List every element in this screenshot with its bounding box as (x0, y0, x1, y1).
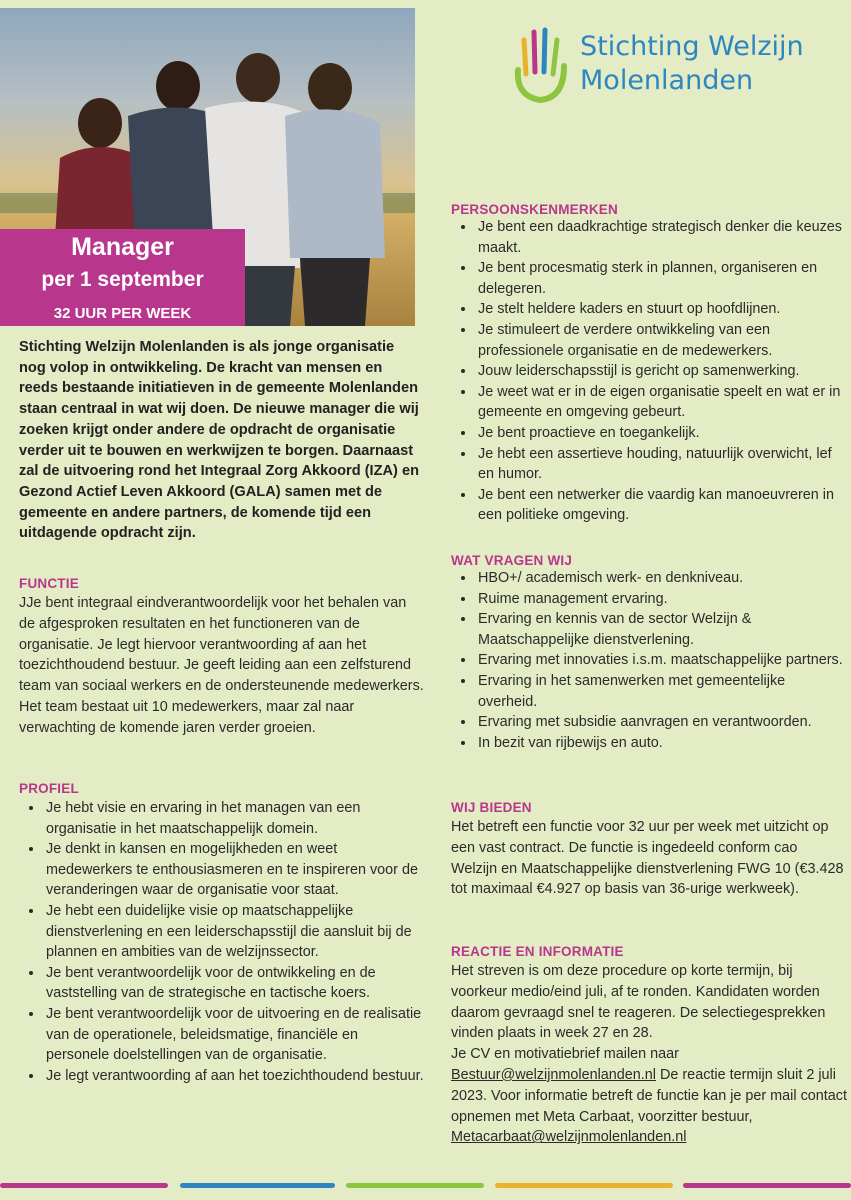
email-bestuur-link[interactable]: Bestuur@welzijnmolenlanden.nl (451, 1066, 656, 1083)
list-item: • Jouw leiderschapsstijl is gericht op samenwerking. (476, 361, 846, 382)
functie-text: JJe bent integraal eindverantwoordelijk voor het behalen van de afgesproken resultaten en het functioneren van de organisatie. Je legt hiervoor verantwoording af aan het toezichthoudend bestuur. Je geeft leiding aan een zelfsturend team van sociaal werkers en de ondersteunende medewerkers. Het team bestaat uit 10 medewerkers, maar zal naar verwachting de komende jaren verder groeien. (19, 595, 424, 736)
organization-logo (512, 26, 832, 106)
list-item: • Je bent verantwoordelijk voor de uitvoering en de realisatie van de operationele, beleidsmatige, financiële en personele doelstellingen van de organisatie. (44, 1004, 424, 1066)
section-wat-vragen-wij (451, 553, 846, 753)
section-heading: FUNCTIE (19, 576, 79, 591)
email-metacarbaat-link[interactable]: Metacarbaat@welzijnmolenlanden.nl (451, 1129, 687, 1146)
list-item: • Je weet wat er in de eigen organisatie speelt en wat er in gemeente en omgeving gebeurt. (476, 382, 846, 423)
logo-line-1: Stichting Welzijn (580, 31, 804, 62)
logo-text (580, 30, 804, 98)
start-date: per 1 september (41, 268, 204, 291)
list-item: • Je bent proactieve en toegankelijk. (476, 423, 846, 444)
intro-paragraph: Stichting Welzijn Molenlanden is als jonge organisatie nog volop in ontwikkeling. De kracht van mensen en reeds bestaande initiatieven in de gemeente Molenlanden staan centraal in wat wij doen. De nieuwe manager die wij zoeken krijgt onder andere de opdracht de organisatie verder uit te bouwen en werkwijzen te borgen. Daarnaast zal de uitvoering rond het Integraal Zorg Akkoord (IZA) en Gezond Actief Leven Akkoord (GALA) samen met de gemeente en andere partners, de komende tijd een uitdagende opdracht zijn. (19, 339, 420, 542)
list-item: • Je stimuleert de verdere ontwikkeling van een professionele organisatie en de medewerkers. (476, 320, 846, 361)
list-item: • Je bent een daadkrachtige strategisch denker die keuzes maakt. (476, 217, 846, 258)
list-item: • Je hebt een assertieve houding, natuurlijk overwicht, lef en humor. (476, 444, 846, 485)
section-heading: PERSOONSKENMERKEN (451, 202, 618, 217)
list-item: • Ervaring met innovaties i.s.m. maatschappelijke partners. (476, 650, 846, 671)
wij-bieden-text: Het betreft een functie voor 32 uur per week met uitzicht op een vast contract. De functie is ingedeeld conform cao Welzijn en Maatschappelijke dienstverlening FWG 10 (€3.428 tot maximaal €4.927 op basis van 36-urige werkweek). (451, 819, 844, 898)
profiel-list (19, 798, 424, 1086)
section-heading: WAT VRAGEN WIJ (451, 553, 573, 568)
wat-vragen-wij-list (451, 568, 846, 753)
section-profiel (19, 781, 424, 1086)
reactie-text-3: De reactie termijn sluit 2 juli 2023. Voor informatie betreft de functie kan je per mail contact opnemen met Meta Carbaat, voorzitter bestuur, (451, 1066, 847, 1125)
hand-logo-icon (512, 26, 568, 104)
list-item: • Ruime management ervaring. (476, 589, 846, 610)
section-reactie (451, 944, 849, 1148)
list-item: • Je denkt in kansen en mogelijkheden en weet medewerkers te enthousiasmeren en te inspireren voor de veranderingen waar de organisatie voor staat. (44, 839, 424, 901)
list-item: • Ervaring met subsidie aanvragen en verantwoorden. (476, 712, 846, 733)
reactie-text (451, 961, 849, 1148)
section-heading: REACTIE EN INFORMATIE (451, 944, 624, 959)
hours-per-week: 32 UUR PER WEEK (53, 305, 192, 322)
section-heading: WIJ BIEDEN (451, 800, 532, 815)
section-functie (19, 576, 424, 739)
list-item: • Ervaring en kennis van de sector Welzijn & Maatschappelijke dienstverlening. (476, 609, 846, 650)
list-item: • Ervaring in het samenwerken met gemeentelijke overheid. (476, 671, 846, 712)
footer-bar (180, 1183, 335, 1188)
reactie-text-2: Je CV en motivatiebrief mailen naar (451, 1046, 679, 1063)
footer-color-bars (0, 1183, 851, 1189)
section-persoonskenmerken (451, 202, 846, 526)
list-item: • Je legt verantwoording af aan het toezichthoudend bestuur. (44, 1066, 424, 1087)
footer-bar (0, 1183, 168, 1188)
list-item: • Je hebt visie en ervaring in het managen van een organisatie in het maatschappelijk domein. (44, 798, 424, 839)
section-heading: PROFIEL (19, 781, 79, 796)
reactie-text-1: Het streven is om deze procedure op korte termijn, bij voorkeur medio/eind juli, af te ronden. Kandidaten worden daarom gevraagd snel te reageren. De selectiegesprekken vinden plaats in week 27 en 28. (451, 963, 826, 1042)
section-wij-bieden (451, 800, 846, 900)
persoonskenmerken-list (451, 217, 846, 526)
list-item: • Je bent procesmatig sterk in plannen, organiseren en delegeren. (476, 258, 846, 299)
list-item: • In bezit van rijbewijs en auto. (476, 733, 846, 754)
footer-bar (683, 1183, 851, 1188)
footer-bar (495, 1183, 673, 1188)
logo-line-2: Molenlanden (580, 65, 754, 96)
job-title: Manager (71, 233, 174, 261)
list-item: • Je bent verantwoordelijk voor de ontwikkeling en de vaststelling van de strategische en tactische koers. (44, 963, 424, 1004)
list-item: • Je hebt een duidelijke visie op maatschappelijke dienstverlening en een leiderschapsstijl die aansluit bij de plannen en ambities van de welzijnssector. (44, 901, 424, 963)
list-item: • Je stelt heldere kaders en stuurt op hoofdlijnen. (476, 299, 846, 320)
list-item: • Je bent een netwerker die vaardig kan manoeuvreren in een politieke omgeving. (476, 485, 846, 526)
footer-bar (346, 1183, 484, 1188)
job-title-box (0, 229, 245, 326)
list-item: • HBO+/ academisch werk- en denkniveau. (476, 568, 846, 589)
